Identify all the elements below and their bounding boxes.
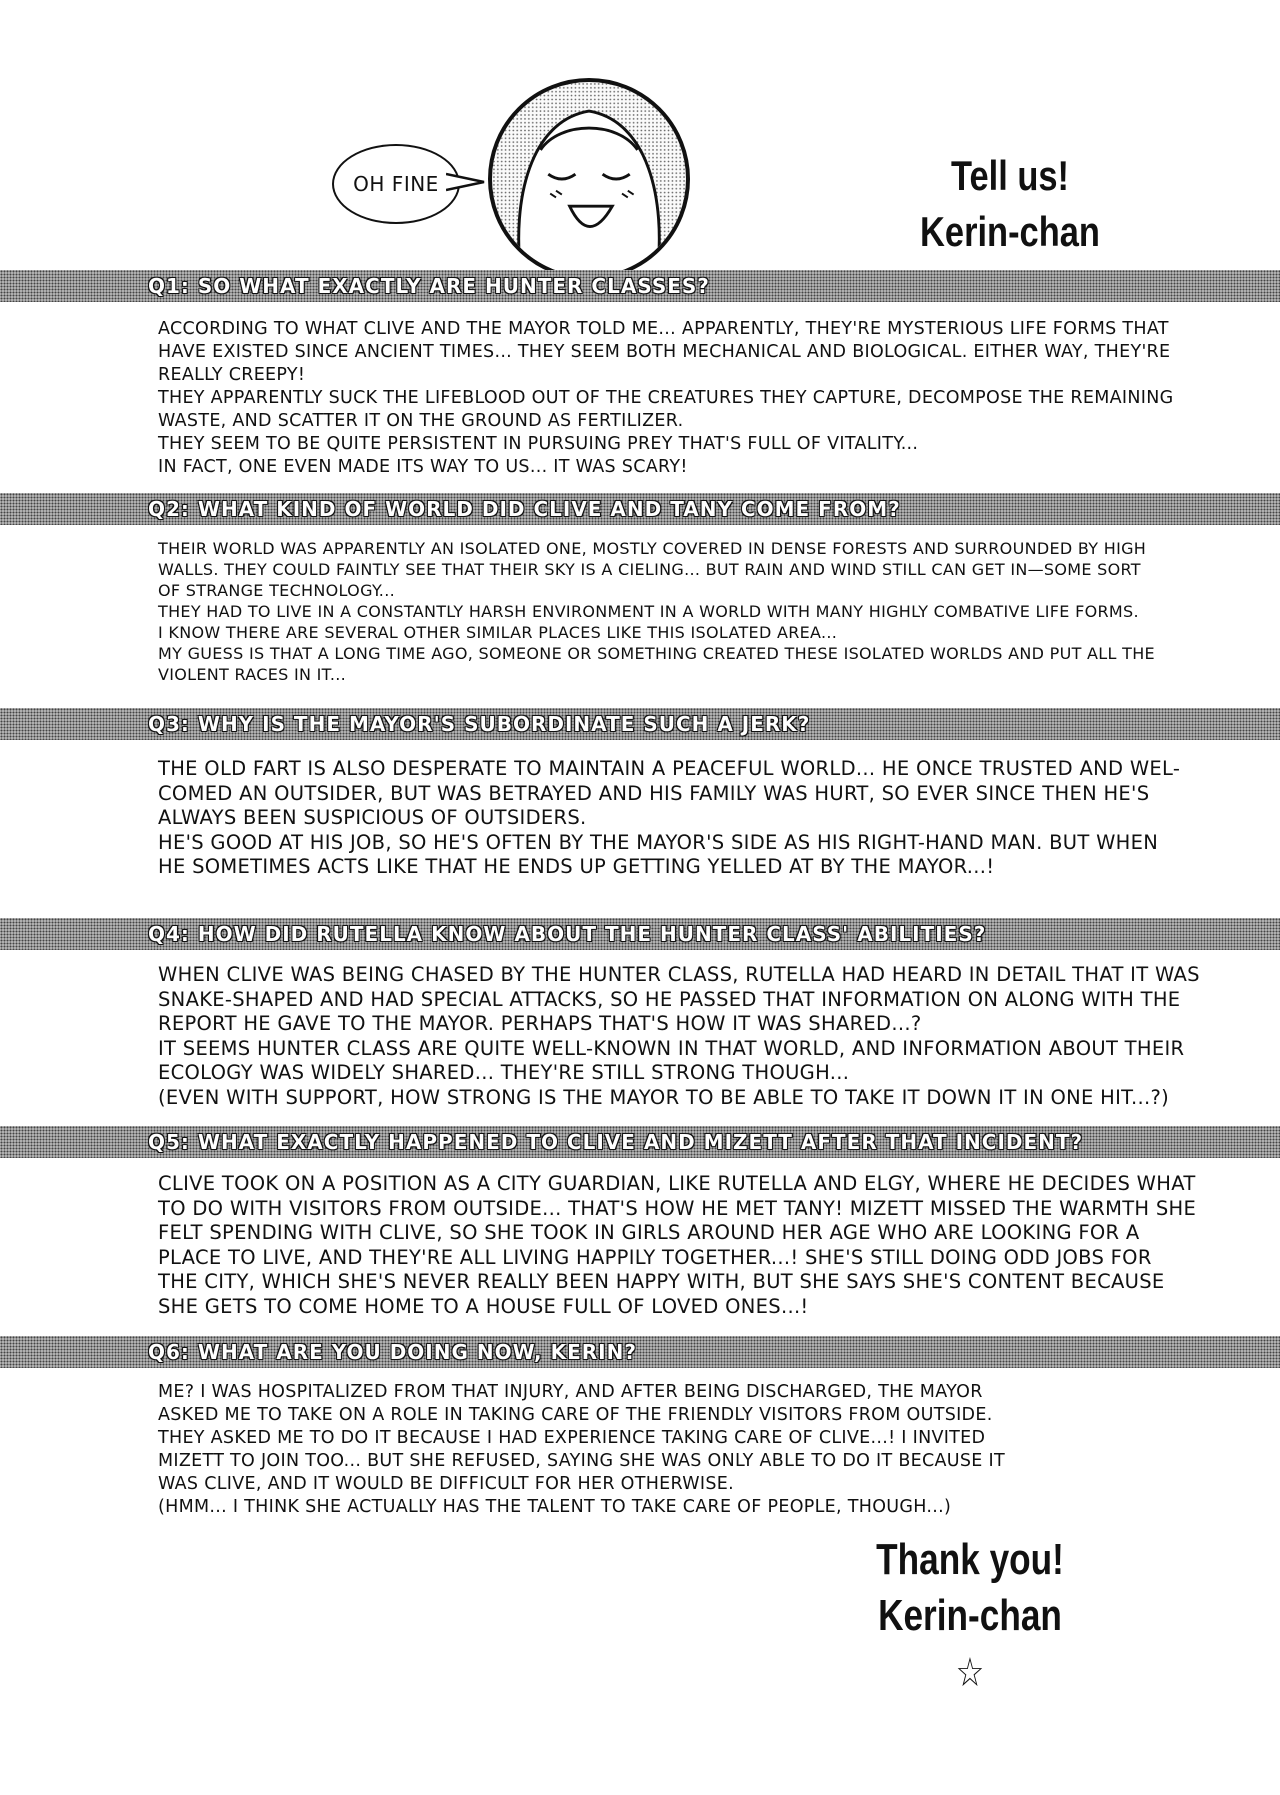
answer-line: WALLS. THEY COULD FAINTLY SEE THAT THEIR SKY IS A CIELING... BUT RAIN AND WIND STILL CAN GET IN—SOME SORT xyxy=(158,560,1141,579)
answer-line: REPORT HE GAVE TO THE MAYOR. PERHAPS THAT'S HOW IT WAS SHARED...? xyxy=(158,1012,922,1035)
question-bar-1 xyxy=(0,270,1280,302)
question-4: Q4: HOW DID RUTELLA KNOW ABOUT THE HUNTER CLASS' ABILITIES? xyxy=(148,922,987,946)
answer-line: ACCORDING TO WHAT CLIVE AND THE MAYOR TOLD ME... APPARENTLY, THEY'RE MYSTERIOUS LIFE FORMS THAT xyxy=(158,319,1169,339)
question-5: Q5: WHAT EXACTLY HAPPENED TO CLIVE AND MIZETT AFTER THAT INCIDENT? xyxy=(148,1130,1084,1154)
speech-bubble-text: OH FINE xyxy=(353,172,439,196)
question-6: Q6: WHAT ARE YOU DOING NOW, KERIN? xyxy=(148,1340,637,1364)
answer-line: THE CITY, WHICH SHE'S NEVER REALLY BEEN HAPPY WITH, BUT SHE SAYS SHE'S CONTENT BECAUSE xyxy=(158,1270,1165,1293)
answer-line: PLACE TO LIVE, AND THEY'RE ALL LIVING HAPPILY TOGETHER...! SHE'S STILL DOING ODD JOBS FOR xyxy=(158,1245,1152,1269)
answer-line: MIZETT TO JOIN TOO... BUT SHE REFUSED, SAYING SHE WAS ONLY ABLE TO DO IT BECAUSE IT xyxy=(158,1451,1005,1471)
answer-line: THEIR WORLD WAS APPARENTLY AN ISOLATED ONE, MOSTLY COVERED IN DENSE FORESTS AND SURROUNDED BY HIGH xyxy=(158,539,1147,558)
answer-line: ME? I WAS HOSPITALIZED FROM THAT INJURY, AND AFTER BEING DISCHARGED, THE MAYOR xyxy=(158,1382,983,1402)
title-line-1: Tell us! xyxy=(950,152,1070,199)
answer-line: COMED AN OUTSIDER, BUT WAS BETRAYED AND HIS FAMILY WAS HURT, SO EVER SINCE THEN HE'S xyxy=(158,781,1150,805)
title-name: Kerin-chan xyxy=(920,208,1100,255)
thanks-name: Kerin-chan xyxy=(878,1591,1062,1640)
answer-line: THEY HAD TO LIVE IN A CONSTANTLY HARSH ENVIRONMENT IN A WORLD WITH MANY HIGHLY COMBATIVE LIFE FORMS. xyxy=(158,602,1139,621)
thanks-line-2 xyxy=(866,1588,1074,1701)
answer-line: MY GUESS IS THAT A LONG TIME AGO, SOMEONE OR SOMETHING CREATED THESE ISOLATED WORLDS AND PUT ALL THE xyxy=(158,644,1155,663)
answer-line: VIOLENT RACES IN IT... xyxy=(158,665,346,684)
question-bar-3 xyxy=(0,708,1280,740)
answer-line: FELT SPENDING WITH CLIVE, SO SHE TOOK IN GIRLS AROUND HER AGE WHO ARE LOOKING FOR A xyxy=(158,1221,1140,1244)
answer-line: HAVE EXISTED SINCE ANCIENT TIMES... THEY SEEM BOTH MECHANICAL AND BIOLOGICAL. EITHER WAY, THEY'RE xyxy=(158,342,1171,362)
answer-line: HE'S GOOD AT HIS JOB, SO HE'S OFTEN BY THE MAYOR'S SIDE AS HIS RIGHT-HAND MAN. BUT WHEN xyxy=(158,830,1159,854)
answer-line: WAS CLIVE, AND IT WOULD BE DIFFICULT FOR HER OTHERWISE. xyxy=(158,1474,734,1494)
answer-3 xyxy=(158,757,1218,880)
thanks-signoff xyxy=(866,1532,1074,1701)
kerin-face-icon xyxy=(492,82,686,276)
question-bar-4 xyxy=(0,918,1280,950)
answer-line: (HMM... I THINK SHE ACTUALLY HAS THE TALENT TO TAKE CARE OF PEOPLE, THOUGH...) xyxy=(158,1497,952,1517)
answer-line: I KNOW THERE ARE SEVERAL OTHER SIMILAR PLACES LIKE THIS ISOLATED AREA... xyxy=(158,623,838,642)
question-2: Q2: WHAT KIND OF WORLD DID CLIVE AND TANY COME FROM? xyxy=(148,497,901,521)
answer-4 xyxy=(158,963,1218,1110)
answer-line: WHEN CLIVE WAS BEING CHASED BY THE HUNTER CLASS, RUTELLA HAD HEARD IN DETAIL THAT IT WAS xyxy=(158,963,1200,986)
answer-line: IN FACT, ONE EVEN MADE ITS WAY TO US... IT WAS SCARY! xyxy=(158,457,688,477)
answer-2 xyxy=(158,538,1218,685)
question-bar-2 xyxy=(0,493,1280,525)
answer-line: REALLY CREEPY! xyxy=(158,365,306,385)
answer-6 xyxy=(158,1381,1218,1519)
question-bar-5 xyxy=(0,1126,1280,1158)
answer-line: IT SEEMS HUNTER CLASS ARE QUITE WELL-KNOWN IN THAT WORLD, AND INFORMATION ABOUT THEIR xyxy=(158,1036,1185,1060)
question-bar-6 xyxy=(0,1336,1280,1368)
answer-5 xyxy=(158,1172,1218,1319)
answer-line: CLIVE TOOK ON A POSITION AS A CITY GUARDIAN, LIKE RUTELLA AND ELGY, WHERE HE DECIDES WHAT xyxy=(158,1172,1196,1195)
question-3: Q3: WHY IS THE MAYOR'S SUBORDINATE SUCH A JERK? xyxy=(148,712,811,736)
speech-bubble-tail xyxy=(446,170,486,194)
answer-line: THEY APPARENTLY SUCK THE LIFEBLOOD OUT OF THE CREATURES THEY CAPTURE, DECOMPOSE THE REMAINING xyxy=(158,388,1174,408)
speech-bubble xyxy=(332,144,460,224)
answer-line: SNAKE-SHAPED AND HAD SPECIAL ATTACKS, SO HE PASSED THAT INFORMATION ON ALONG WITH THE xyxy=(158,987,1181,1011)
answer-line: THEY SEEM TO BE QUITE PERSISTENT IN PURSUING PREY THAT'S FULL OF VITALITY... xyxy=(158,434,919,454)
kerin-portrait-icon xyxy=(488,78,690,280)
answer-1 xyxy=(158,318,1218,479)
answer-line: ALWAYS BEEN SUSPICIOUS OF OUTSIDERS. xyxy=(158,806,587,829)
answer-line: ASKED ME TO TAKE ON A ROLE IN TAKING CARE OF THE FRIENDLY VISITORS FROM OUTSIDE. xyxy=(158,1405,993,1425)
answer-line: OF STRANGE TECHNOLOGY... xyxy=(158,581,395,600)
question-1: Q1: SO WHAT EXACTLY ARE HUNTER CLASSES? xyxy=(148,274,710,298)
page-header xyxy=(0,0,1280,270)
answer-line: TO DO WITH VISITORS FROM OUTSIDE... THAT'S HOW HE MET TANY! MIZETT MISSED THE WARMTH SHE xyxy=(158,1196,1197,1220)
star-icon: ☆ xyxy=(955,1650,985,1696)
answer-line: THE OLD FART IS ALSO DESPERATE TO MAINTAIN A PEACEFUL WORLD... HE ONCE TRUSTED AND WEL- xyxy=(158,757,1181,780)
answer-line: SHE GETS TO COME HOME TO A HOUSE FULL OF LOVED ONES...! xyxy=(158,1294,809,1318)
answer-line: HE SOMETIMES ACTS LIKE THAT HE ENDS UP GETTING YELLED AT BY THE MAYOR...! xyxy=(158,855,995,878)
thanks-line-1: Thank you! xyxy=(876,1535,1064,1584)
answer-line: (EVEN WITH SUPPORT, HOW STRONG IS THE MAYOR TO BE ABLE TO TAKE IT DOWN IT IN ONE HIT...?) xyxy=(158,1085,1170,1109)
answer-line: WASTE, AND SCATTER IT ON THE GROUND AS FERTILIZER. xyxy=(158,411,684,431)
answer-line: THEY ASKED ME TO DO IT BECAUSE I HAD EXPERIENCE TAKING CARE OF CLIVE...! I INVITED xyxy=(158,1428,986,1448)
answer-line: ECOLOGY WAS WIDELY SHARED... THEY'RE STILL STRONG THOUGH... xyxy=(158,1061,850,1084)
